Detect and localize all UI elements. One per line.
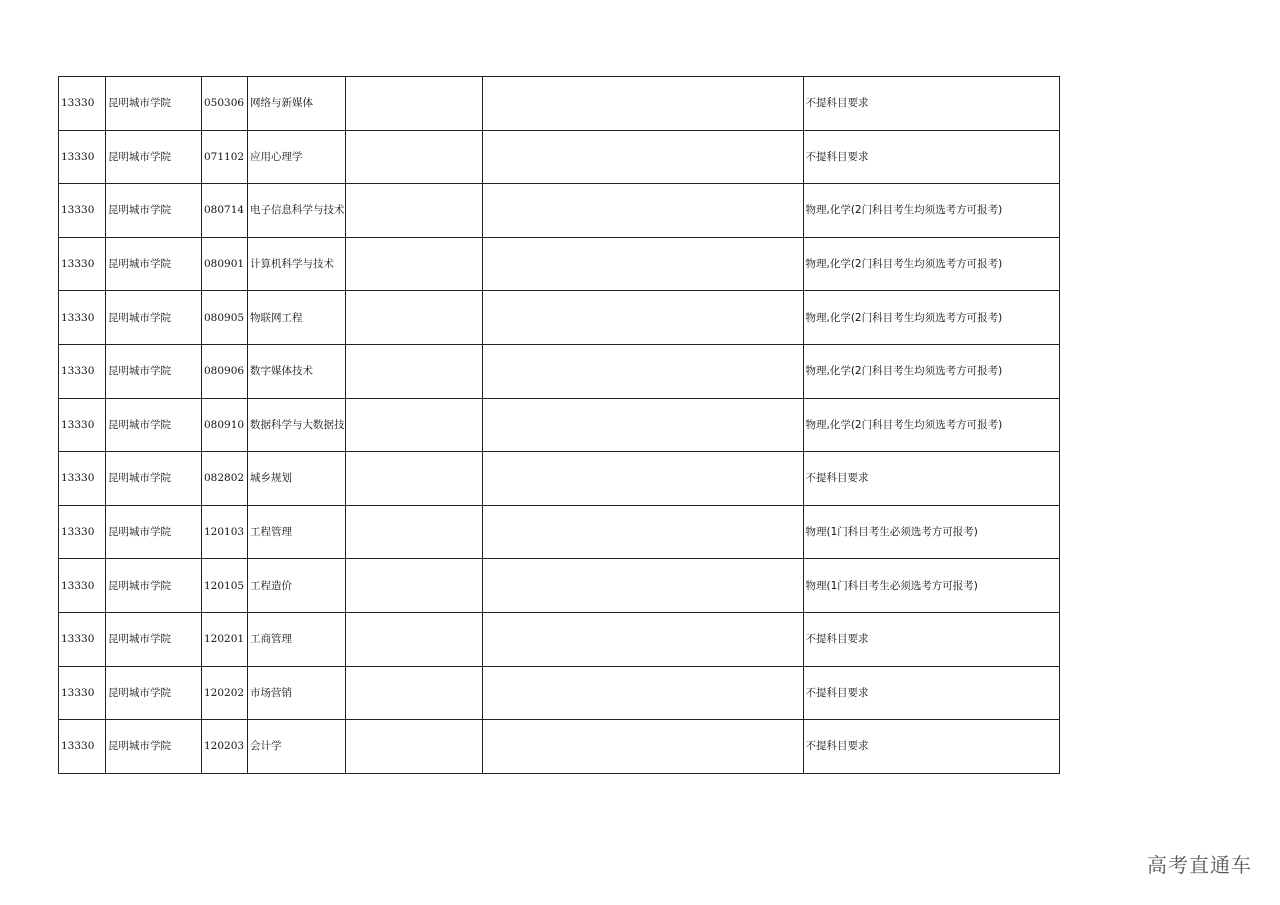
empty-cell [345,398,482,452]
empty-cell [345,237,482,291]
empty-cell [482,612,803,666]
empty-cell [482,505,803,559]
empty-cell [482,666,803,720]
empty-cell [482,291,803,345]
subject-requirement-cell: 物理,化学(2门科目考生均须选考方可报考) [803,344,1059,398]
major-code-cell: 120201 [202,612,248,666]
empty-cell [345,291,482,345]
subject-requirement-cell: 物理(1门科目考生必须选考方可报考) [803,505,1059,559]
table-row [59,720,1060,774]
empty-cell [482,130,803,184]
table-row [59,237,1060,291]
major-code-cell: 080714 [202,184,248,238]
school-code-cell: 13330 [59,344,106,398]
major-code-cell: 120103 [202,505,248,559]
subject-requirement-cell: 物理(1门科目考生必须选考方可报考) [803,559,1059,613]
school-code-cell: 13330 [59,666,106,720]
table-body [59,77,1060,774]
major-name-cell: 数字媒体技术 [248,344,346,398]
empty-cell [345,720,482,774]
subject-requirement-cell: 不提科目要求 [803,720,1059,774]
empty-cell [482,184,803,238]
empty-cell [345,184,482,238]
school-code-cell: 13330 [59,291,106,345]
table-row [59,184,1060,238]
empty-cell [345,452,482,506]
empty-cell [345,77,482,131]
major-code-cell: 082802 [202,452,248,506]
major-code-cell: 080901 [202,237,248,291]
major-name-cell: 工商管理 [248,612,346,666]
table-row [59,612,1060,666]
major-name-cell: 网络与新媒体 [248,77,346,131]
major-code-cell: 080906 [202,344,248,398]
empty-cell [482,77,803,131]
major-name-cell: 电子信息科学与技术 [248,184,346,238]
table-row [59,666,1060,720]
major-code-cell: 071102 [202,130,248,184]
school-name-cell: 昆明城市学院 [106,77,202,131]
school-code-cell: 13330 [59,184,106,238]
subject-requirement-cell: 物理,化学(2门科目考生均须选考方可报考) [803,398,1059,452]
major-code-cell: 050306 [202,77,248,131]
major-code-cell: 120202 [202,666,248,720]
table-row [59,291,1060,345]
school-name-cell: 昆明城市学院 [106,720,202,774]
school-code-cell: 13330 [59,612,106,666]
subject-requirement-cell: 不提科目要求 [803,666,1059,720]
major-name-cell: 数据科学与大数据技 [248,398,346,452]
school-name-cell: 昆明城市学院 [106,612,202,666]
table-row [59,77,1060,131]
school-name-cell: 昆明城市学院 [106,237,202,291]
empty-cell [482,720,803,774]
empty-cell [345,505,482,559]
major-name-cell: 城乡规划 [248,452,346,506]
empty-cell [482,344,803,398]
school-code-cell: 13330 [59,237,106,291]
school-code-cell: 13330 [59,559,106,613]
empty-cell [482,237,803,291]
school-name-cell: 昆明城市学院 [106,130,202,184]
table-row [59,130,1060,184]
empty-cell [482,559,803,613]
school-name-cell: 昆明城市学院 [106,344,202,398]
major-code-cell: 080910 [202,398,248,452]
watermark-text: 高考直通车 [1147,853,1252,877]
subject-requirement-cell: 物理,化学(2门科目考生均须选考方可报考) [803,237,1059,291]
table-row [59,505,1060,559]
empty-cell [345,130,482,184]
major-code-cell: 080905 [202,291,248,345]
major-name-cell: 物联网工程 [248,291,346,345]
table-row [59,398,1060,452]
school-name-cell: 昆明城市学院 [106,505,202,559]
major-name-cell: 计算机科学与技术 [248,237,346,291]
school-code-cell: 13330 [59,398,106,452]
major-name-cell: 市场营销 [248,666,346,720]
empty-cell [482,398,803,452]
school-code-cell: 13330 [59,720,106,774]
school-code-cell: 13330 [59,130,106,184]
subject-requirement-cell: 不提科目要求 [803,77,1059,131]
school-name-cell: 昆明城市学院 [106,291,202,345]
major-name-cell: 工程管理 [248,505,346,559]
major-name-cell: 会计学 [248,720,346,774]
empty-cell [482,452,803,506]
school-name-cell: 昆明城市学院 [106,666,202,720]
empty-cell [345,559,482,613]
subject-requirement-cell: 不提科目要求 [803,612,1059,666]
table-row [59,344,1060,398]
subject-requirement-cell: 物理,化学(2门科目考生均须选考方可报考) [803,291,1059,345]
table-row [59,452,1060,506]
major-name-cell: 应用心理学 [248,130,346,184]
school-name-cell: 昆明城市学院 [106,184,202,238]
subject-requirement-cell: 不提科目要求 [803,452,1059,506]
subject-requirement-cell: 不提科目要求 [803,130,1059,184]
empty-cell [345,666,482,720]
school-code-cell: 13330 [59,77,106,131]
school-name-cell: 昆明城市学院 [106,452,202,506]
school-code-cell: 13330 [59,452,106,506]
empty-cell [345,344,482,398]
subject-requirements-table [58,76,1060,774]
school-name-cell: 昆明城市学院 [106,398,202,452]
empty-cell [345,612,482,666]
major-code-cell: 120105 [202,559,248,613]
major-name-cell: 工程造价 [248,559,346,613]
major-code-cell: 120203 [202,720,248,774]
subject-requirement-cell: 物理,化学(2门科目考生均须选考方可报考) [803,184,1059,238]
table-row [59,559,1060,613]
school-code-cell: 13330 [59,505,106,559]
school-name-cell: 昆明城市学院 [106,559,202,613]
